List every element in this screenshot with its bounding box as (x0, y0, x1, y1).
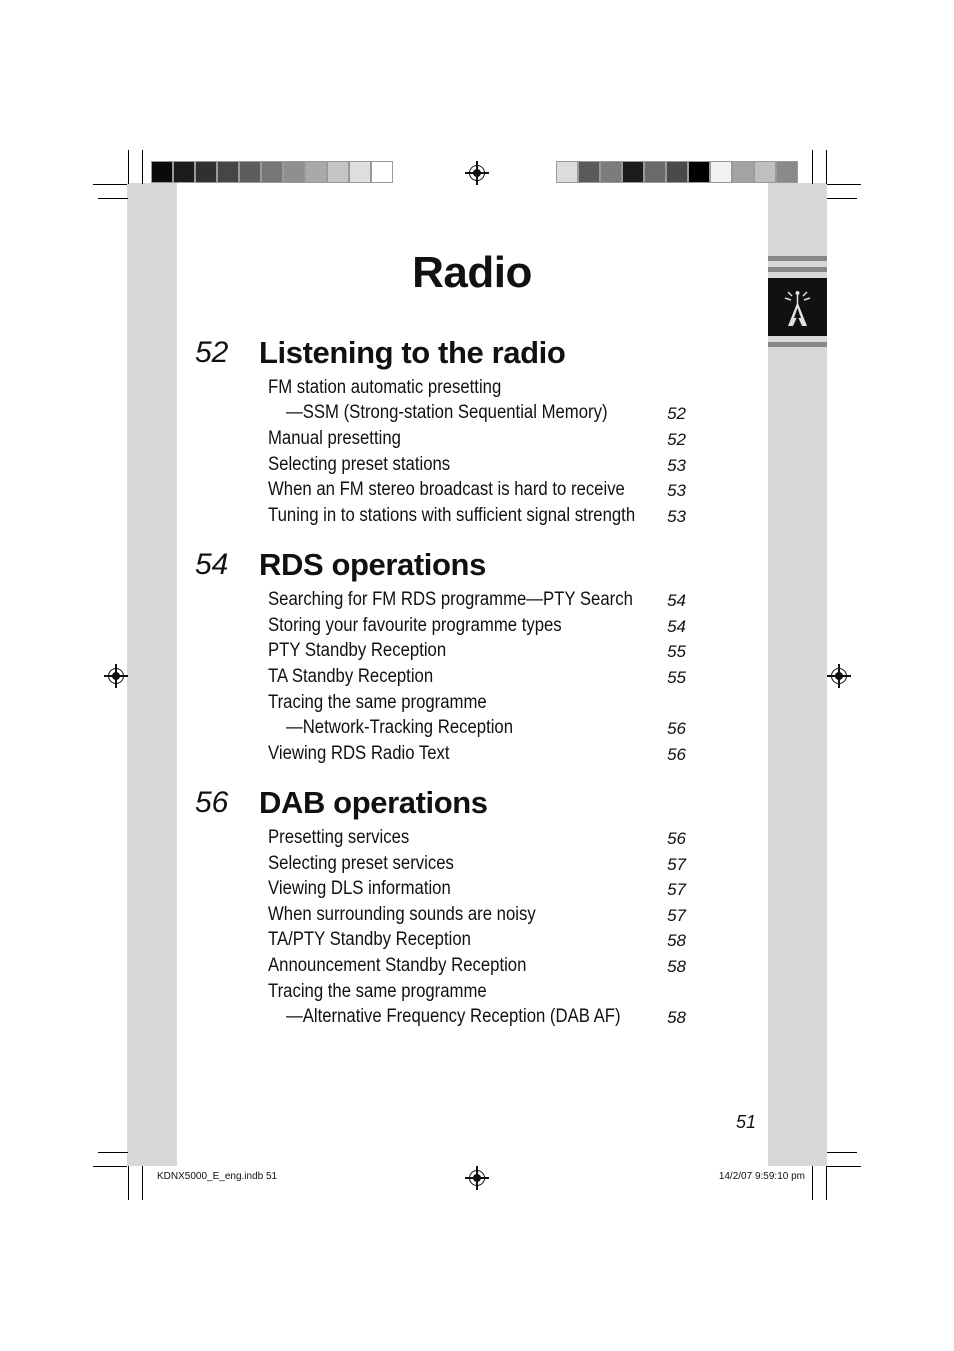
toc-page-number[interactable]: 53 (667, 481, 686, 500)
toc-page-number[interactable]: 55 (667, 668, 686, 687)
toc-page-number[interactable]: 57 (667, 855, 686, 874)
toc-page-number[interactable]: 56 (667, 745, 686, 764)
calibration-swatch (600, 161, 622, 183)
toc-entry[interactable]: Announcement Standby Reception (268, 955, 527, 976)
toc-page-number[interactable]: 54 (667, 591, 686, 610)
calibration-swatch (305, 161, 327, 183)
calibration-bar-right (556, 161, 798, 183)
toc-page-number[interactable]: 53 (667, 456, 686, 475)
toc-entry[interactable]: Viewing DLS information (268, 878, 451, 899)
calibration-swatch (371, 161, 393, 183)
calibration-swatch (556, 161, 578, 183)
toc-page-number[interactable]: 58 (667, 957, 686, 976)
calibration-swatch (754, 161, 776, 183)
toc-entry[interactable]: Presetting services (268, 827, 410, 848)
calibration-swatch (173, 161, 195, 183)
section-page-number: 54 (195, 548, 229, 581)
section-page-number: 52 (195, 336, 229, 369)
calibration-swatch (261, 161, 283, 183)
toc-page-number[interactable]: 53 (667, 507, 686, 526)
calibration-swatch (349, 161, 371, 183)
toc-page-number[interactable]: 56 (667, 719, 686, 738)
toc-entry[interactable]: Storing your favourite programme types (268, 615, 562, 636)
toc-entry[interactable]: Manual presetting (268, 428, 401, 449)
calibration-swatch (578, 161, 600, 183)
toc-entry[interactable]: —Network-Tracking Reception (286, 717, 514, 738)
toc-entry[interactable]: PTY Standby Reception (268, 640, 447, 661)
registration-mark-icon (469, 1170, 485, 1186)
registration-mark-icon (469, 165, 485, 181)
toc-entry[interactable]: Viewing RDS Radio Text (268, 743, 450, 764)
calibration-bar-left (151, 161, 393, 183)
toc-entry[interactable]: Tracing the same programme (268, 981, 487, 1002)
toc-page-number[interactable]: 52 (667, 404, 686, 423)
page-number: 51 (735, 1112, 756, 1132)
toc-entry[interactable]: When an FM stereo broadcast is hard to receive (268, 479, 625, 500)
toc-entry[interactable]: TA/PTY Standby Reception (268, 929, 471, 950)
toc-page-number[interactable]: 55 (667, 642, 686, 661)
calibration-swatch (710, 161, 732, 183)
slug-timestamp: 14/2/07 9:59:10 pm (718, 1171, 805, 1182)
calibration-swatch (217, 161, 239, 183)
calibration-swatch (622, 161, 644, 183)
toc-page-number[interactable]: 56 (667, 829, 686, 848)
calibration-swatch (327, 161, 349, 183)
calibration-swatch (666, 161, 688, 183)
toc-entry[interactable]: Tracing the same programme (268, 692, 487, 713)
calibration-swatch (776, 161, 798, 183)
toc-page-number[interactable]: 58 (667, 1008, 686, 1027)
calibration-swatch (195, 161, 217, 183)
toc-page-number[interactable]: 57 (667, 880, 686, 899)
calibration-swatch (732, 161, 754, 183)
slug-filename: KDNX5000_E_eng.indb 51 (157, 1171, 278, 1182)
toc-page-number[interactable]: 58 (667, 931, 686, 950)
toc-entry[interactable]: —SSM (Strong-station Sequential Memory) (286, 402, 608, 423)
toc-entry[interactable]: When surrounding sounds are noisy (268, 904, 536, 925)
toc-entry[interactable]: Selecting preset stations (268, 454, 451, 475)
calibration-swatch (644, 161, 666, 183)
side-tab-stripe (768, 342, 827, 347)
toc-entry[interactable]: Tuning in to stations with sufficient signal strength (268, 505, 636, 526)
registration-mark-icon (108, 668, 124, 684)
toc-page-number[interactable]: 57 (667, 906, 686, 925)
calibration-swatch (283, 161, 305, 183)
section-title: RDS operations (259, 547, 486, 582)
left-margin-band (127, 183, 177, 1166)
calibration-swatch (239, 161, 261, 183)
registration-mark-icon (831, 668, 847, 684)
calibration-swatch (688, 161, 710, 183)
toc-page-number[interactable]: 52 (667, 430, 686, 449)
section-title: DAB operations (259, 785, 488, 820)
section-page-number: 56 (195, 786, 229, 819)
section-title: Listening to the radio (259, 335, 566, 370)
page-title: Radio (412, 248, 532, 297)
toc-entry[interactable]: Searching for FM RDS programme—PTY Search (268, 589, 633, 610)
toc-entry[interactable]: Selecting preset services (268, 853, 454, 874)
calibration-swatch (151, 161, 173, 183)
toc-entry[interactable]: TA Standby Reception (268, 666, 434, 687)
toc-entry[interactable]: —Alternative Frequency Reception (DAB AF) (286, 1006, 621, 1027)
toc-page-number[interactable]: 54 (667, 617, 686, 636)
toc-entry[interactable]: FM station automatic presetting (268, 377, 502, 398)
